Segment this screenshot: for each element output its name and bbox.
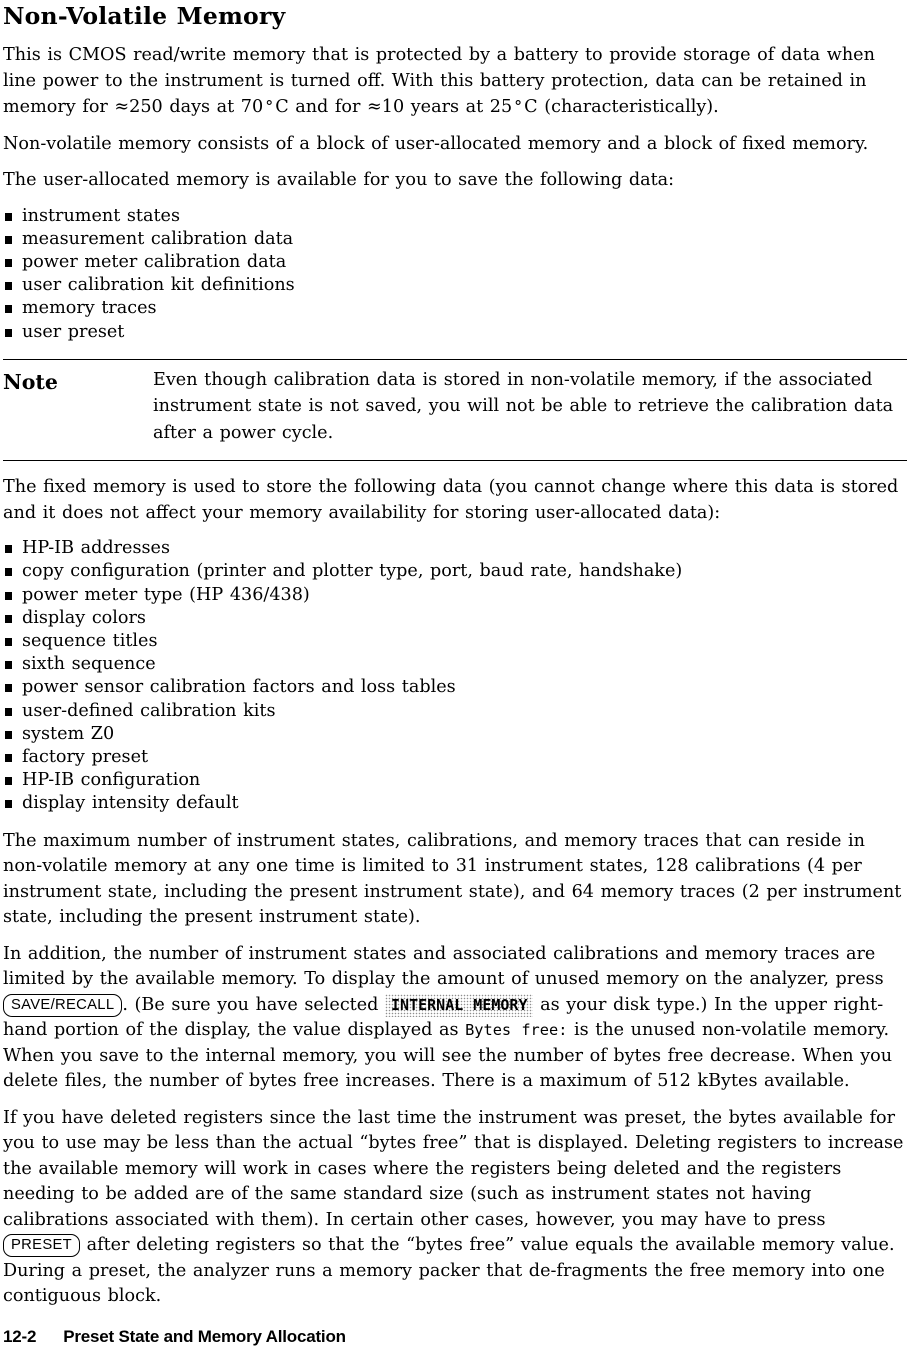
bullet-square-icon [5, 259, 12, 267]
text-run: after deleting registers so that the “bytes free” value equals the available memory value. During a preset, the analyzer runs a memory packer that de-fragments the free memory into one contiguous block. [3, 1235, 895, 1307]
list-item [3, 653, 907, 676]
note-label: Note [3, 369, 58, 394]
list-item [3, 251, 907, 274]
list-item [3, 723, 907, 746]
list-item [3, 792, 907, 815]
internal-memory-softkey: INTERNAL MEMORY [385, 994, 533, 1017]
note-box [3, 359, 907, 462]
list-item [3, 537, 907, 560]
bullet-square-icon [5, 305, 12, 313]
bytes-free-code: Bytes free: [465, 1021, 568, 1040]
bullet-square-icon [5, 236, 12, 244]
list-item-label: display intensity default [22, 793, 239, 814]
fixed-memory-list [3, 537, 907, 815]
bullet-square-icon [5, 282, 12, 290]
list-item-label: HP-IB configuration [22, 770, 201, 791]
list-item-label: display colors [22, 607, 146, 628]
text-run: C and for ≈10 years at 25 [275, 97, 513, 117]
list-item [3, 746, 907, 769]
note-text: Even though calibration data is stored in non-volatile memory, if the associated instrument state is not saved, you will not be able to retrieve the calibration data after a power cycle. [153, 369, 894, 443]
text-run: In addition, the number of instrument states and associated calibrations and memory traces are limited by the available memory. To display the amount of unused memory on the analyzer, press [3, 943, 884, 990]
text-run: . (Be sure you have selected [122, 994, 386, 1015]
bullet-square-icon [5, 592, 12, 600]
list-item [3, 700, 907, 723]
bullet-square-icon [5, 638, 12, 646]
footer-page-number: 12-2 [3, 1326, 37, 1346]
list-item-label: HP-IB addresses [22, 538, 170, 559]
text-run: is the unused non-volatile memory. When you save to the internal memory, you will see the number of bytes free decrease. When you delete files, the number of bytes free increases. There is a maximum of 512 kBytes available. [3, 1020, 893, 1092]
list-item [3, 297, 907, 320]
bullet-square-icon [5, 615, 12, 623]
list-item [3, 274, 907, 297]
degree-symbol: ° [265, 97, 274, 116]
paragraph-maximum-states: The maximum number of instrument states, calibrations, and memory traces that can reside in non-volatile memory at any one time is limited to 31 instrument states, 128 calibrations (4 per instrument state, including the present instrument state), and 64 memory traces (2 per instrument state, including the present instrument state). [3, 830, 902, 928]
bullet-square-icon [5, 754, 12, 762]
bullet-square-icon [5, 213, 12, 221]
paragraph-cmos-memory [3, 43, 907, 121]
list-item [3, 560, 907, 583]
list-item-label: memory traces [22, 298, 157, 319]
list-item-label: sixth sequence [22, 654, 156, 675]
list-item-label: power meter type (HP 436/438) [22, 584, 310, 605]
footer-section-title: Preset State and Memory Allocation [63, 1326, 346, 1346]
list-item-label: power sensor calibration factors and loss tables [22, 677, 456, 698]
list-item [3, 321, 907, 344]
bullet-square-icon [5, 684, 12, 692]
paragraph-user-allocated-intro: The user-allocated memory is available for you to save the following data: [3, 170, 675, 190]
bullet-square-icon [5, 708, 12, 716]
preset-key: PRESET [3, 1234, 80, 1257]
bullet-square-icon [5, 777, 12, 785]
bullet-square-icon [5, 731, 12, 739]
list-item [3, 607, 907, 630]
paragraph-deleted-registers [3, 1106, 907, 1310]
bullet-square-icon [5, 545, 12, 553]
list-item-label: system Z0 [22, 723, 115, 744]
list-item-label: power meter calibration data [22, 251, 287, 272]
bullet-square-icon [5, 661, 12, 669]
bullet-square-icon [5, 568, 12, 576]
list-item-label: user-defined calibration kits [22, 700, 276, 721]
paragraph-fixed-memory-intro: The fixed memory is used to store the following data (you cannot change where this data is stored and it does not affect your memory availability for storing user-allocated data): [3, 477, 899, 523]
user-allocated-list [3, 205, 907, 344]
list-item-label: measurement calibration data [22, 228, 294, 249]
list-item [3, 205, 907, 228]
list-item-label: user calibration kit definitions [22, 275, 295, 296]
list-item-label: instrument states [22, 205, 180, 226]
list-item-label: sequence titles [22, 631, 158, 652]
paragraph-bytes-free [3, 942, 907, 1095]
list-item [3, 228, 907, 251]
degree-symbol: ° [514, 97, 523, 116]
list-item-label: factory preset [22, 747, 149, 768]
bullet-square-icon [5, 800, 12, 808]
list-item [3, 584, 907, 607]
text-run: This is CMOS read/write memory that is protected by a battery to provide storage of data when line power to the instrument is turned off. With this battery protection, data can be retained in memory for ≈250 days at 70 [3, 45, 875, 117]
text-run: C (characteristically). [524, 97, 719, 117]
page-title: Non-Volatile Memory [3, 2, 286, 30]
text-run: If you have deleted registers since the last time the instrument was preset, the bytes available for you to use may be less than the actual “bytes free” that is displayed. Deleting registers to increase the available memory will work in cases where the registers being deleted and the registers needing to be added are of the same standard size (such as instrument states not having calibrations associated with them). In certain other cases, however, you may have to press [3, 1107, 904, 1230]
bullet-square-icon [5, 329, 12, 337]
list-item-label: user preset [22, 321, 125, 342]
paragraph-memory-blocks: Non-volatile memory consists of a block of user-allocated memory and a block of fixed memory. [3, 133, 869, 154]
list-item [3, 630, 907, 653]
text-run: as your disk type.) In the upper right-hand portion of the display, the value displayed as [3, 994, 884, 1041]
list-item [3, 769, 907, 792]
list-item [3, 676, 907, 699]
save-recall-key: SAVE/RECALL [3, 994, 122, 1017]
list-item-label: copy configuration (printer and plotter type, port, baud rate, handshake) [22, 561, 683, 582]
page-footer [3, 1324, 346, 1350]
